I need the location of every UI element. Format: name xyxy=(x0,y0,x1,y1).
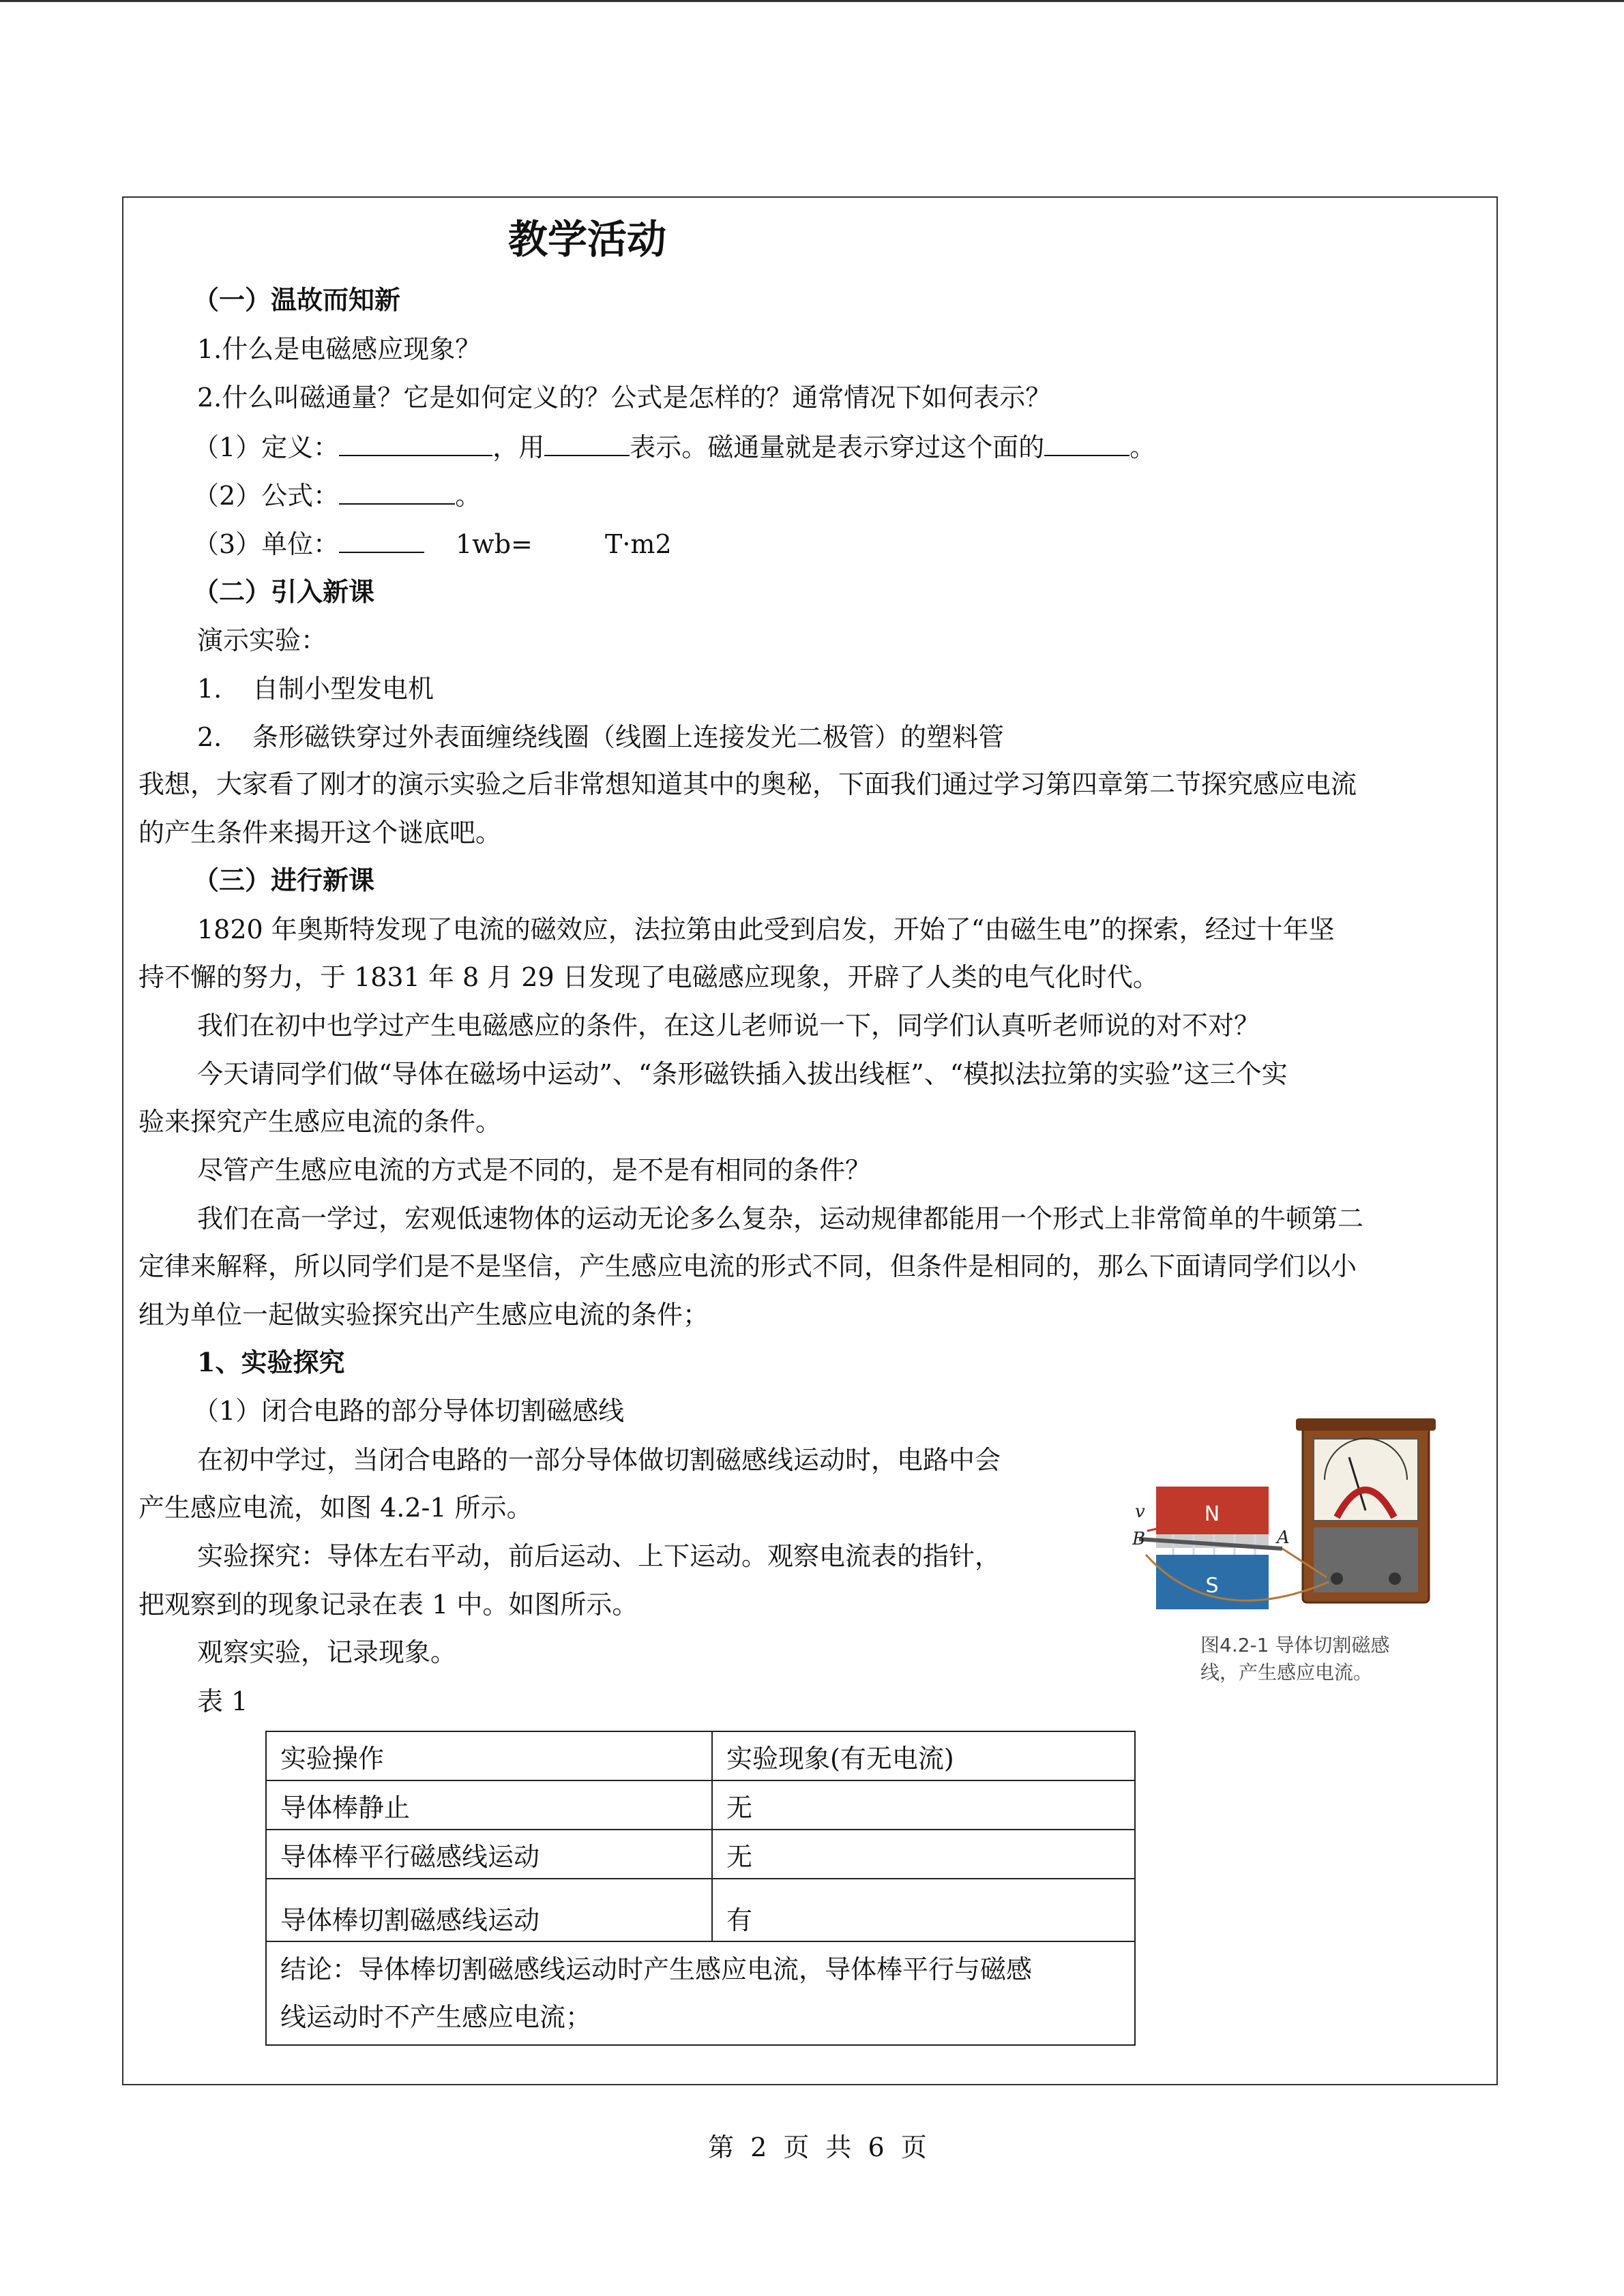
newton-paragraph-line-3: 组为单位一起做实验探究出产生感应电流的条件； xyxy=(138,1300,709,1330)
cutting-paragraph-line-2: 产生感应电流，如图 4.2-1 所示。 xyxy=(138,1493,533,1523)
table-cell-phenomenon: 无 xyxy=(712,1830,1135,1879)
history-paragraph-line-2: 持不懈的努力，于 1831 年 8 月 29 日发现了电磁感应现象，开辟了人类的电气化时代。 xyxy=(138,962,1159,992)
blank-symbol xyxy=(544,434,630,456)
table-row xyxy=(266,1830,1135,1879)
blank-unit xyxy=(339,531,424,553)
unit-conversion: 1wb= xyxy=(456,529,533,559)
table-cell-phenomenon: 有 xyxy=(712,1879,1135,1941)
unit-line: （3）单位： xyxy=(193,528,424,560)
question-1: 1.什么是电磁感应现象？ xyxy=(197,334,482,364)
velocity-label: v xyxy=(1135,1502,1145,1522)
table-header-phenomenon: 实验现象(有无电流) xyxy=(712,1731,1135,1780)
procedure-paragraph-line-2: 把观察到的现象记录在表 1 中。如图所示。 xyxy=(138,1590,638,1620)
table-label: 表 1 xyxy=(197,1686,248,1716)
section-heading-intro: （二）引入新课 xyxy=(193,576,375,607)
intro-paragraph-line-2: 的产生条件来揭开这个谜底吧。 xyxy=(138,818,502,848)
table-conclusion: 结论：导体棒切割磁感线运动时产生感应电流，导体棒平行与磁感 线运动时不产生感应电流； xyxy=(266,1941,1135,2045)
definition-line: （1）定义： ，用 表示。磁通量就是表示穿过这个面的 。 xyxy=(193,432,1156,462)
table-row xyxy=(266,1780,1135,1830)
table-cell-operation: 导体棒静止 xyxy=(266,1780,712,1830)
demo-label: 演示实验： xyxy=(197,625,327,655)
figure-4-2-1 xyxy=(1132,1415,1446,1742)
experiment-table xyxy=(265,1731,1136,2046)
table-cell-phenomenon: 无 xyxy=(712,1780,1135,1830)
experiments-paragraph-line-2: 验来探究产生感应电流的条件。 xyxy=(138,1107,502,1137)
page-footer: 第 2 页 共 6 页 xyxy=(708,2132,931,2162)
procedure-paragraph-line-1: 实验探究：导体左右平动，前后运动、上下运动。观察电流表的指针， xyxy=(197,1541,1001,1571)
experiments-paragraph-line-1: 今天请同学们做“导体在磁场中运动”、“条形磁铁插入拔出线框”、“模拟法拉第的实验”这三个实 xyxy=(197,1059,1288,1089)
formula-line: （2）公式： 。 xyxy=(193,481,482,511)
section-heading-review: （一）温故而知新 xyxy=(193,284,401,315)
section-heading-new-lesson: （三）进行新课 xyxy=(193,865,375,895)
table-cell-operation: 导体棒切割磁感线运动 xyxy=(266,1879,712,1941)
point-a-label: A xyxy=(1277,1527,1290,1548)
newton-paragraph-line-1: 我们在高一学过，宏观低速物体的运动无论多么复杂，运动规律都能用一个形式上非常简单的牛顿第二 xyxy=(197,1204,1364,1234)
figure-caption: 图4.2-1 导体切割磁感 线，产生感应电流。 xyxy=(1200,1634,1390,1684)
junior-condition-paragraph: 我们在初中也学过产生电磁感应的条件，在这儿老师说一下，同学们认真听老师说的对不对？ xyxy=(197,1011,1260,1041)
intro-paragraph-line-1: 我想，大家看了刚才的演示实验之后非常想知道其中的奥秘，下面我们通过学习第四章第二节探究感应电流 xyxy=(138,769,1357,799)
demo-item-2: 条形磁铁穿过外表面缠绕线圈（线圈上连接发光二极管）的塑料管 xyxy=(252,722,1005,752)
blank-formula xyxy=(339,483,455,505)
magnet-south-label: S xyxy=(1205,1574,1219,1598)
same-condition-question: 尽管产生感应电流的方式是不同的，是不是有相同的条件？ xyxy=(197,1155,872,1185)
demo-item-2-number: 2. xyxy=(197,722,222,752)
question-2: 2.什么叫磁通量？它是如何定义的？公式是怎样的？通常情况下如何表示？ xyxy=(197,383,1052,413)
cutting-paragraph-line-1: 在初中学过，当闭合电路的一部分导体做切割磁感线运动时，电路中会 xyxy=(197,1445,1001,1475)
newton-paragraph-line-2: 定律来解释，所以同学们是不是坚信，产生感应电流的形式不同，但条件是相同的，那么下面请同学们以小 xyxy=(138,1251,1357,1281)
top-rule xyxy=(0,0,1624,2)
unit-tesla: T·m2 xyxy=(605,529,672,559)
table-row xyxy=(266,1879,1135,1941)
demo-item-1-number: 1. xyxy=(197,674,222,704)
blank-meaning xyxy=(1044,434,1130,456)
galvanometer-illustration xyxy=(1132,1415,1446,1647)
page-title: 教学活动 xyxy=(508,216,667,263)
experiment-subheading: （1）闭合电路的部分导体切割磁感线 xyxy=(193,1396,625,1426)
table-header-operation: 实验操作 xyxy=(266,1731,712,1780)
magnet-north-label: N xyxy=(1204,1502,1220,1526)
point-b-label: B xyxy=(1132,1529,1146,1549)
history-paragraph-line-1: 1820 年奥斯特发现了电流的磁效应，法拉第由此受到启发，开始了“由磁生电”的探索，经过十年坚 xyxy=(197,914,1335,944)
observe-instruction: 观察实验，记录现象。 xyxy=(197,1637,457,1667)
blank-definition xyxy=(339,434,492,456)
table-cell-operation: 导体棒平行磁感线运动 xyxy=(266,1830,712,1879)
demo-item-1: 自制小型发电机 xyxy=(252,674,434,704)
table-header-row xyxy=(266,1731,1135,1780)
experiment-heading: 1、实验探究 xyxy=(197,1347,345,1377)
table-conclusion-row xyxy=(266,1941,1135,2045)
